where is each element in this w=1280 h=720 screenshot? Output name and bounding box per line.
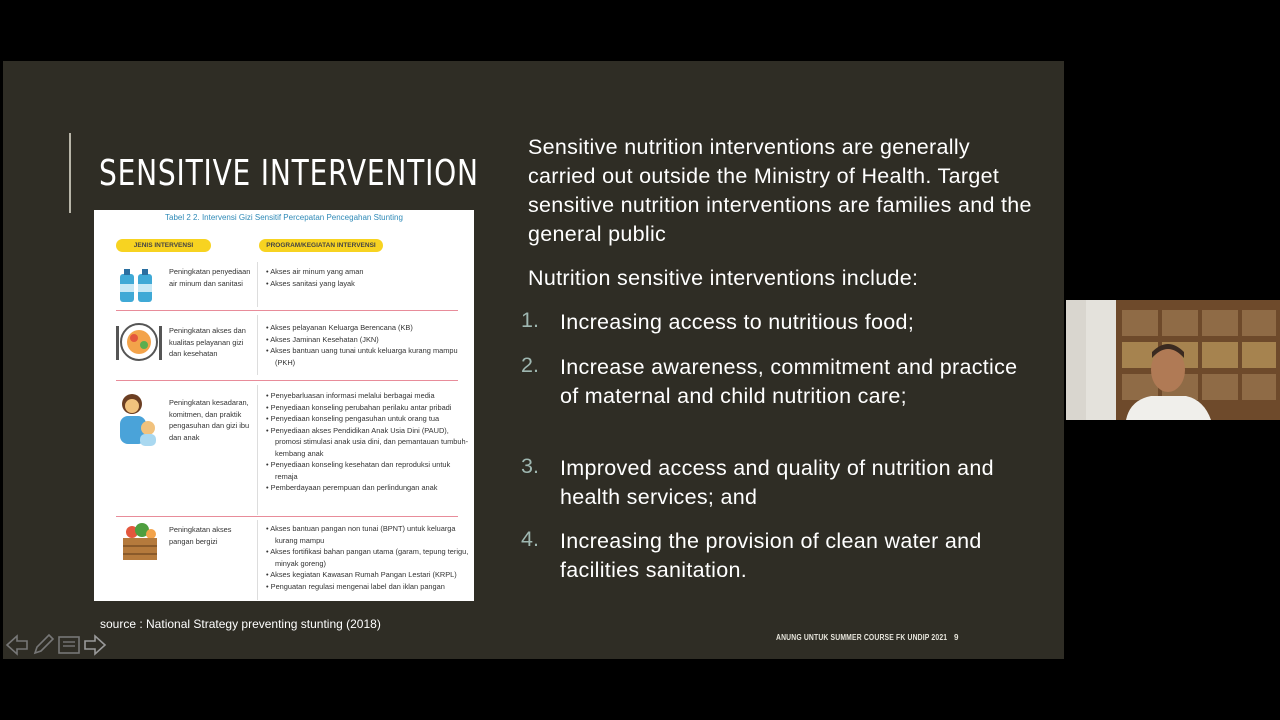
program-item: • Akses air minum yang aman [266,267,364,276]
jenis-label: Peningkatan penyediaan air minum dan sanitasi [169,267,251,288]
webcam-video-feed [1066,300,1280,420]
program-item: • Akses sanitasi yang layak [266,278,355,288]
pen-icon[interactable] [30,632,56,658]
program-item: • Penyediaan konseling perubahan perilaku antar pribadi [266,402,452,412]
program-item: • Pemberdayaan perempuan dan perlindungan anak [266,483,438,492]
program-list [266,390,471,494]
jenis-label: Peningkatan akses dan kualitas pelayanan gizi dan kesehatan [169,326,246,358]
mother-baby-icon [116,392,160,448]
list-number: 3. [521,454,539,478]
webcam-image [1066,300,1280,420]
program-item: • Akses bantuan uang tunai untuk keluarga kurang mampu (PKH) [266,346,458,367]
program-item: • Penguatan regulasi mengenai label dan iklan pangan [266,581,445,591]
intervention-table-image [94,210,474,601]
vegetable-crate-icon [120,522,160,562]
water-bottles-icon [116,266,156,304]
next-arrow-icon[interactable] [82,632,108,658]
row-separator [116,516,458,517]
page-number: 9 [954,633,959,642]
table-caption: Tabel 2 2. Intervensi Gizi Sensitif Percepatan Pencegahan Stunting [165,213,403,222]
program-item: • Akses bantuan pangan non tunai (BPNT) untuk keluarga kurang mampu [266,524,456,545]
program-item: • Penyediaan konseling kesehatan dan reproduksi untuk remaja [266,460,451,481]
list-heading: Nutrition sensitive interventions include: [528,266,919,290]
list-item: Increasing access to nutritious food; [560,310,915,334]
program-item: • Akses fortifikasi bahan pangan utama (garam, tepung terigu, minyak goreng) [266,547,469,568]
menu-icon[interactable] [56,632,82,658]
source-citation: source : National Strategy preventing stunting (2018) [100,617,381,631]
slideshow-controls [0,630,110,660]
plate-fork-knife-icon [114,320,164,364]
jenis-label: Peningkatan akses pangan bergizi [169,525,232,546]
program-item: • Akses pelayanan Keluarga Berencana (KB) [266,323,413,332]
program-item: • Penyediaan akses Pendidikan Anak Usia Dini (PAUD), promosi stimulasi anak usia dini, dan pemantauan tumbuh-kembang anak [266,425,469,458]
list-item: Improved access and quality of nutrition and health services; and [560,456,994,509]
intro-paragraph: Sensitive nutrition interventions are generally carried out outside the Ministry of Health. Target sensitive nutrition interventions are families and the general public [528,135,1032,246]
list-item: Increase awareness, commitment and practice of maternal and child nutrition care; [560,355,1018,408]
row-separator [116,310,458,311]
presentation-slide [3,61,1064,659]
column-divider [257,520,258,600]
table-header-program: PROGRAM/KEGIATAN INTERVENSI [259,239,383,252]
program-item: • Akses kegiatan Kawasan Rumah Pangan Lestari (KRPL) [266,570,457,579]
row-separator [116,380,458,381]
list-item: Increasing the provision of clean water and facilities sanitation. [560,529,982,582]
program-item: • Akses Jaminan Kesehatan (JKN) [266,334,379,344]
previous-arrow-icon[interactable] [4,632,30,658]
program-list [266,523,471,592]
accent-bar [69,133,71,213]
slide-footer: ANUNG UNTUK SUMMER COURSE FK UNDIP 2021 [776,633,948,642]
list-number: 4. [521,527,539,551]
column-divider [257,315,258,375]
list-number: 1. [521,308,539,332]
column-divider [257,385,258,515]
slide-title: SENSITIVE INTERVENTION [99,153,479,194]
list-number: 2. [521,353,539,377]
program-list [266,266,471,289]
program-list [266,322,471,368]
program-item: • Penyediaan konseling pengasuhan untuk orang tua [266,414,440,423]
table-header-jenis: JENIS INTERVENSI [116,239,211,252]
program-item: • Penyebarluasan informasi melalui berbagai media [266,391,435,400]
column-divider [257,262,258,307]
jenis-label: Peningkatan kesadaran, komitmen, dan praktik pengasuhan dan gizi ibu dan anak [169,398,250,442]
